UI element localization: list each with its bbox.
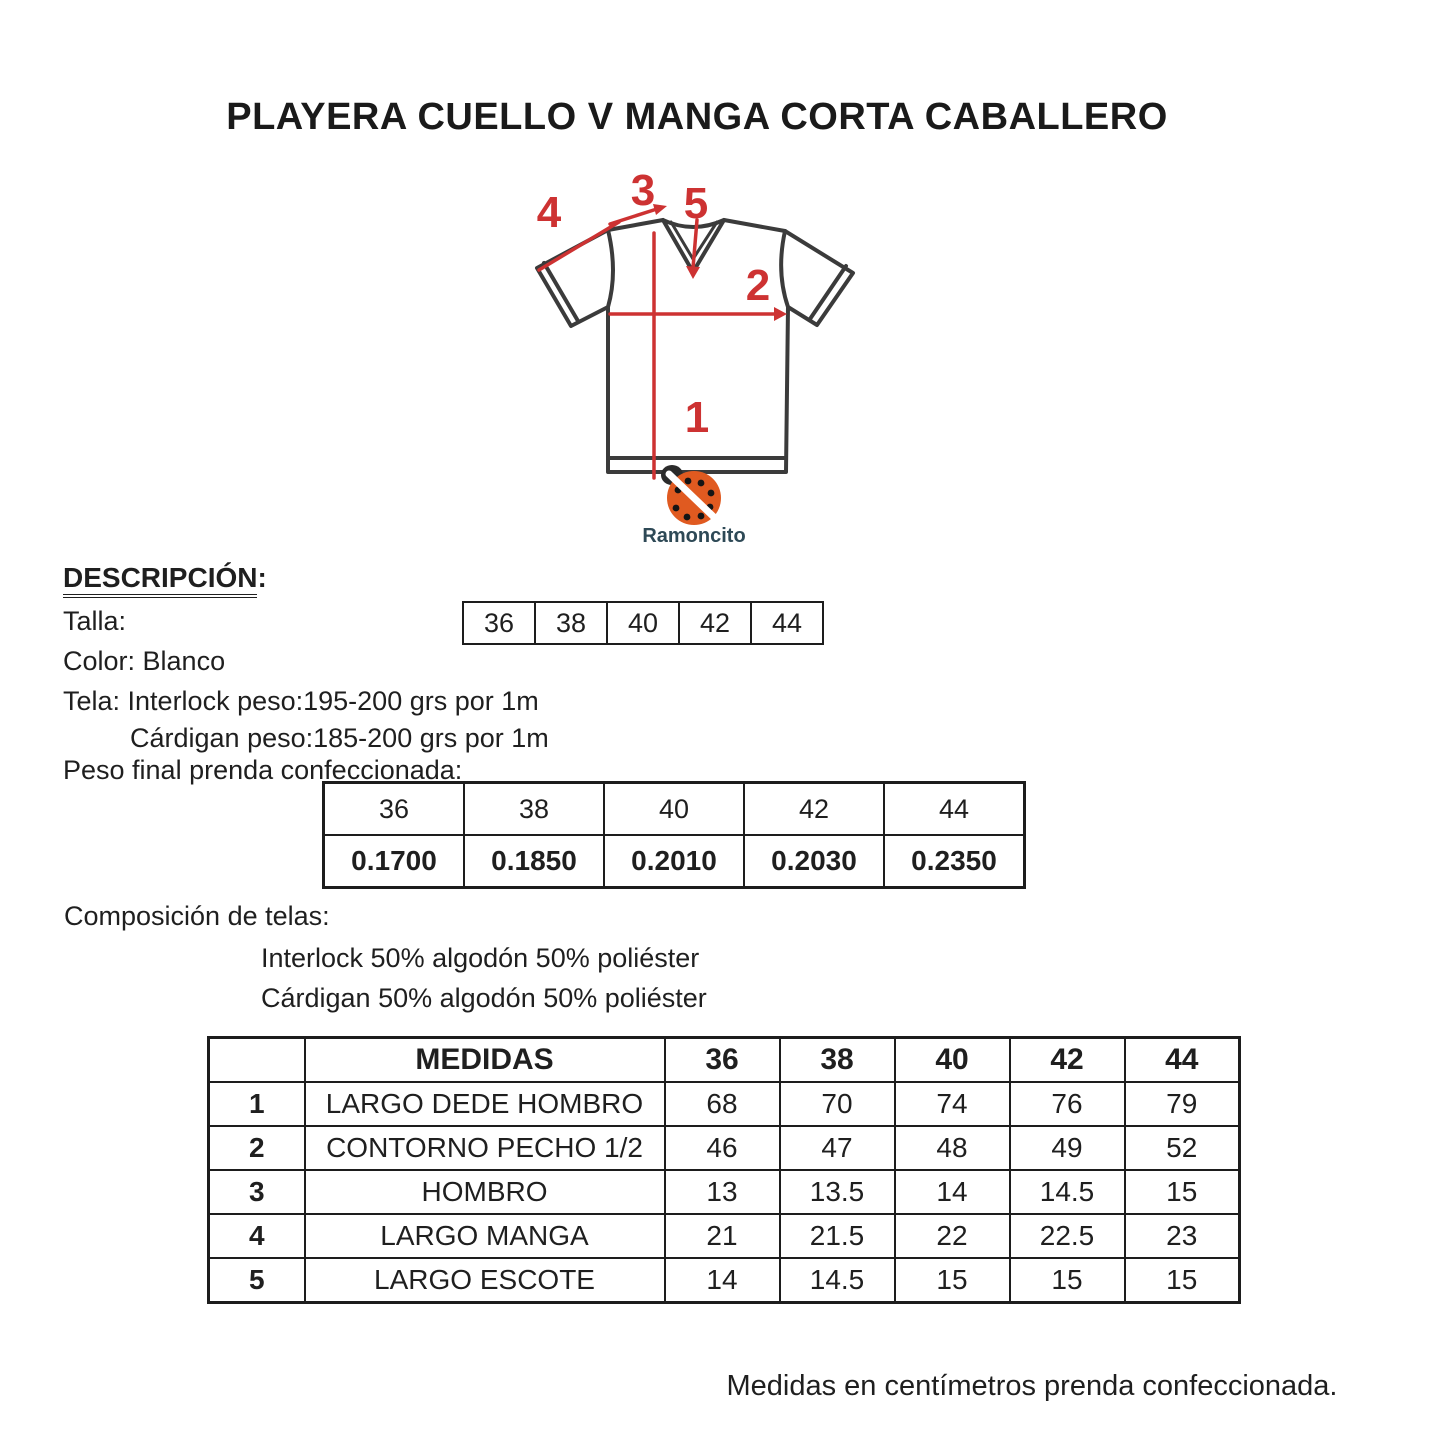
value-cell: 76: [1010, 1082, 1125, 1126]
measure-name-cell: LARGO MANGA: [305, 1214, 665, 1258]
value-cell: 15: [1125, 1170, 1240, 1214]
color-line: Color: Blanco: [63, 646, 226, 676]
value-cell: 79: [1125, 1082, 1240, 1126]
label-neck: 5: [683, 179, 709, 228]
header-num-cell: [209, 1038, 305, 1083]
table-row: [209, 1170, 1240, 1214]
value-cell: 14: [665, 1258, 780, 1303]
header-size-cell: 42: [1010, 1038, 1125, 1083]
value-cell: 15: [1010, 1258, 1125, 1303]
value-cell: 14: [895, 1170, 1010, 1214]
talla-size-table: [462, 601, 824, 645]
header-name-cell: MEDIDAS: [305, 1038, 665, 1083]
value-cell: 21.5: [780, 1214, 895, 1258]
value-cell: 68: [665, 1082, 780, 1126]
talla-label: Talla:: [63, 606, 127, 636]
value-cell: 15: [895, 1258, 1010, 1303]
row-num-cell: 1: [209, 1082, 305, 1126]
label-sleeve: 4: [536, 188, 562, 237]
logo-text: Ramoncito: [642, 525, 746, 547]
table-row: [324, 783, 1025, 836]
value-cell: 15: [1125, 1258, 1240, 1303]
size-cell: 38: [464, 783, 604, 836]
weight-cell: 0.2350: [884, 835, 1025, 888]
label-chest: 2: [745, 261, 771, 310]
weight-cell: 0.2030: [744, 835, 884, 888]
peso-final-line: Peso final prenda confeccionada:: [63, 755, 463, 785]
header-size-cell: 40: [895, 1038, 1010, 1083]
value-cell: 14.5: [780, 1258, 895, 1303]
tela-line-2: Cárdigan peso:185-200 grs por 1m: [130, 723, 549, 753]
row-num-cell: 4: [209, 1214, 305, 1258]
size-cell: 44: [884, 783, 1025, 836]
row-num-cell: 5: [209, 1258, 305, 1303]
value-cell: 13.5: [780, 1170, 895, 1214]
size-cell: 38: [535, 602, 607, 644]
table-row: [209, 1214, 1240, 1258]
size-cell: 36: [463, 602, 535, 644]
table-row: [463, 602, 823, 644]
size-cell: 42: [744, 783, 884, 836]
description-heading: [63, 562, 267, 594]
value-cell: 48: [895, 1126, 1010, 1170]
header-size-cell: 44: [1125, 1038, 1240, 1083]
label-shoulder: 3: [630, 166, 656, 215]
table-row: [324, 835, 1025, 888]
value-cell: 22: [895, 1214, 1010, 1258]
header-size-cell: 36: [665, 1038, 780, 1083]
row-num-cell: 3: [209, 1170, 305, 1214]
header-size-cell: 38: [780, 1038, 895, 1083]
tela-line-1: Tela: Interlock peso:195-200 grs por 1m: [63, 686, 539, 716]
size-cell: 40: [607, 602, 679, 644]
measure-name-cell: HOMBRO: [305, 1170, 665, 1214]
description-heading-word: DESCRIPCIÓN: [63, 562, 257, 598]
page-title: PLAYERA CUELLO V MANGA CORTA CABALLERO: [226, 96, 1168, 138]
composition-line-1: Interlock 50% algodón 50% poliéster: [261, 943, 700, 973]
weight-cell: 0.1700: [324, 835, 465, 888]
size-cell: 40: [604, 783, 744, 836]
value-cell: 13: [665, 1170, 780, 1214]
size-cell: 42: [679, 602, 751, 644]
value-cell: 49: [1010, 1126, 1125, 1170]
row-num-cell: 2: [209, 1126, 305, 1170]
size-cell: 36: [324, 783, 465, 836]
footer-note: Medidas en centímetros prenda confeccionada.: [726, 1370, 1338, 1402]
value-cell: 47: [780, 1126, 895, 1170]
description-heading-colon: :: [257, 562, 267, 593]
composition-heading: Composición de telas:: [64, 901, 330, 931]
value-cell: 14.5: [1010, 1170, 1125, 1214]
measure-name-cell: LARGO ESCOTE: [305, 1258, 665, 1303]
measure-name-cell: CONTORNO PECHO 1/2: [305, 1126, 665, 1170]
composition-line-2: Cárdigan 50% algodón 50% poliéster: [261, 983, 707, 1013]
value-cell: 70: [780, 1082, 895, 1126]
table-row: [209, 1258, 1240, 1303]
value-cell: 22.5: [1010, 1214, 1125, 1258]
table-row: [209, 1126, 1240, 1170]
value-cell: 52: [1125, 1126, 1240, 1170]
size-cell: 44: [751, 602, 823, 644]
weight-cell: 0.1850: [464, 835, 604, 888]
tshirt-measurement-diagram: [497, 160, 937, 560]
weight-table: [322, 781, 1026, 889]
table-header-row: [209, 1038, 1240, 1083]
value-cell: 74: [895, 1082, 1010, 1126]
label-length: 1: [684, 393, 710, 442]
weight-cell: 0.2010: [604, 835, 744, 888]
medidas-table: [207, 1036, 1241, 1304]
measure-name-cell: LARGO DEDE HOMBRO: [305, 1082, 665, 1126]
value-cell: 23: [1125, 1214, 1240, 1258]
table-row: [209, 1082, 1240, 1126]
value-cell: 46: [665, 1126, 780, 1170]
value-cell: 21: [665, 1214, 780, 1258]
